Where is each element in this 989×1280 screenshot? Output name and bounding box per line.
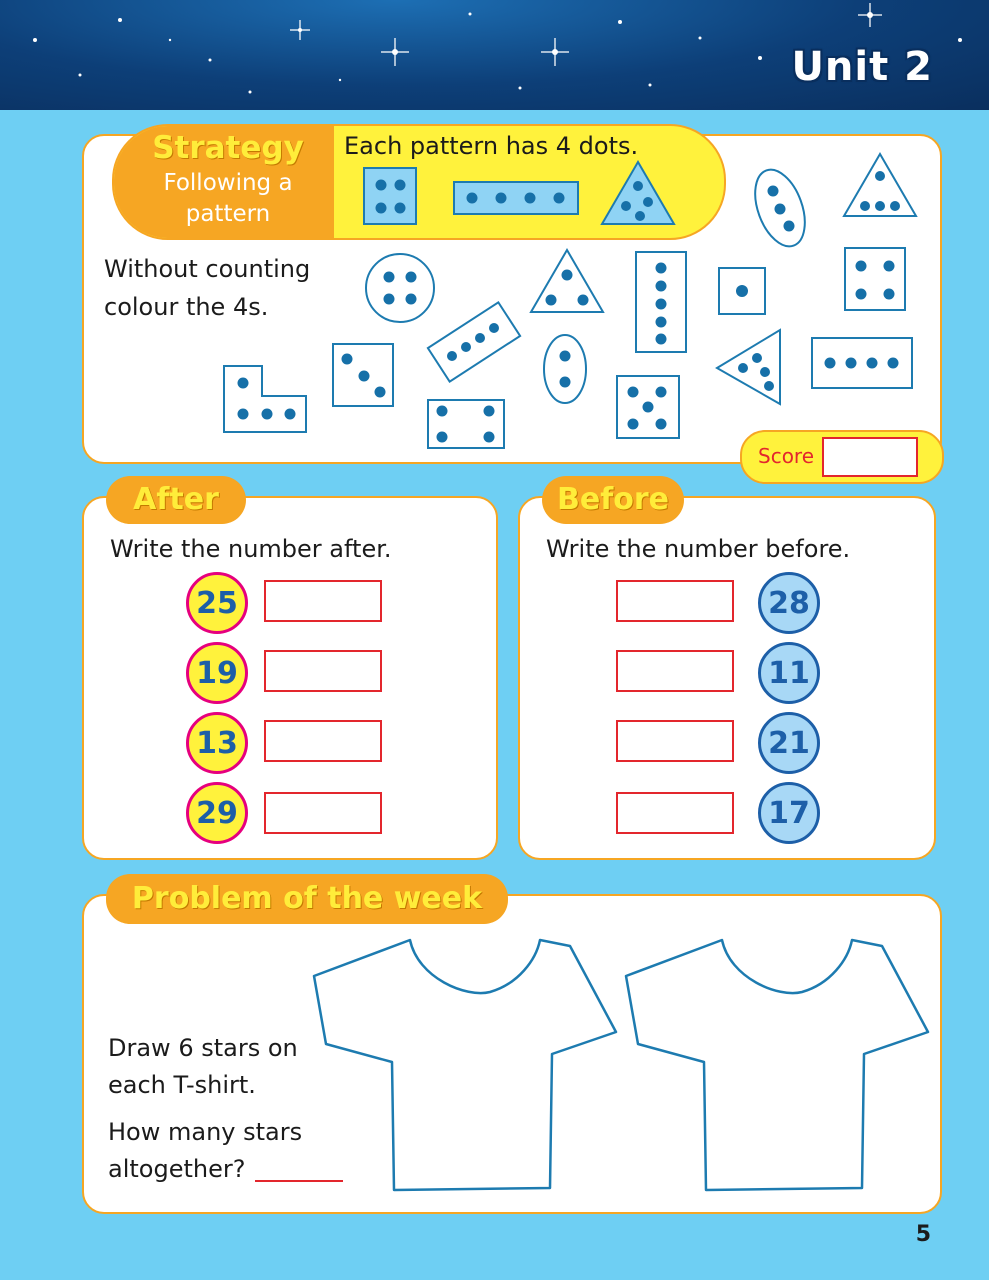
before-answer-box-2[interactable]: [616, 650, 734, 692]
before-answer-box-4[interactable]: [616, 792, 734, 834]
score-box[interactable]: [822, 437, 918, 477]
pattern-tilted-rectangle-4[interactable]: [428, 302, 520, 381]
unit-title: Unit 2: [791, 44, 933, 90]
dot-patterns: [200, 150, 930, 460]
problem-line2: each T-shirt.: [108, 1071, 256, 1099]
page-number: 5: [915, 1222, 931, 1247]
pattern-oval-3[interactable]: [746, 163, 815, 253]
pattern-small-square-1[interactable]: [719, 268, 765, 314]
after-instruction: Write the number after.: [110, 535, 392, 563]
starry-banner: [0, 0, 989, 110]
after-number-3: 13: [186, 712, 248, 774]
pattern-rectangle-4[interactable]: [428, 400, 504, 448]
after-number-2: 19: [186, 642, 248, 704]
after-answer-box-2[interactable]: [264, 650, 382, 692]
patterns-instruction-line1: Without counting: [104, 255, 311, 283]
before-tab: Before: [542, 476, 684, 524]
after-number-1: 25: [186, 572, 248, 634]
pattern-square-5[interactable]: [617, 376, 679, 438]
after-answer-box-3[interactable]: [264, 720, 382, 762]
problem-tab: Problem of the week: [106, 874, 508, 924]
pattern-l-shape-4[interactable]: [224, 366, 306, 432]
strategy-subtitle-line2: pattern: [185, 201, 271, 227]
before-number-2: 11: [758, 642, 820, 704]
problem-instruction: [108, 1030, 302, 1188]
score-label: Score: [758, 444, 815, 468]
pattern-triangle-3[interactable]: [531, 250, 603, 312]
before-number-1: 28: [758, 572, 820, 634]
problem-line3: How many stars: [108, 1118, 303, 1146]
tshirt-left[interactable]: [314, 940, 616, 1190]
pattern-side-triangle-4[interactable]: [717, 330, 780, 404]
after-number-4: 29: [186, 782, 248, 844]
pattern-wide-rectangle-4[interactable]: [812, 338, 912, 388]
strategy-subtitle-line1: Following a: [163, 170, 293, 196]
patterns-instruction-line2: colour the 4s.: [104, 293, 269, 321]
pattern-triangle-4[interactable]: [844, 154, 916, 216]
after-answer-box-1[interactable]: [264, 580, 382, 622]
tshirt-right[interactable]: [626, 940, 928, 1190]
strategy-example-text: Each pattern has 4 dots.: [344, 132, 639, 160]
tshirts: [300, 930, 940, 1200]
before-answer-box-1[interactable]: [616, 580, 734, 622]
before-number-4: 17: [758, 782, 820, 844]
after-tab: After: [106, 476, 246, 524]
strategy-title: Strategy: [152, 130, 304, 166]
before-answer-box-3[interactable]: [616, 720, 734, 762]
pattern-small-oval-2[interactable]: [544, 335, 586, 403]
score-pill: [740, 430, 944, 484]
pattern-square-4[interactable]: [845, 248, 905, 310]
pattern-circle-4[interactable]: [366, 254, 434, 322]
pattern-diagonal-square-3[interactable]: [333, 344, 393, 406]
before-number-3: 21: [758, 712, 820, 774]
after-answer-box-4[interactable]: [264, 792, 382, 834]
problem-line1: Draw 6 stars on: [108, 1034, 298, 1062]
before-instruction: Write the number before.: [546, 535, 851, 563]
problem-line4: altogether?: [108, 1155, 246, 1183]
pattern-tall-rectangle-5[interactable]: [636, 252, 686, 352]
